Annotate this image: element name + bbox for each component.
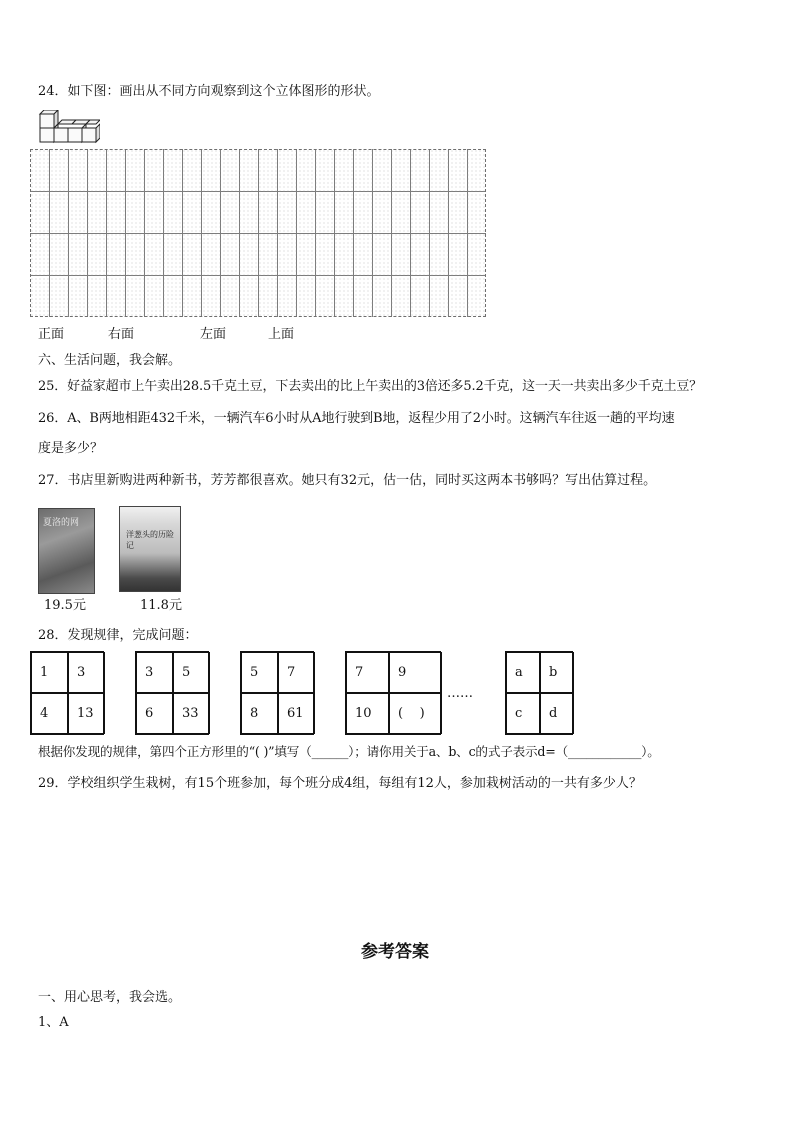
view-label-front: 正面 [38,327,65,342]
pattern-cell: a [506,652,540,693]
pattern-cell: 9 [389,652,442,693]
pattern-cell: 33 [173,693,210,734]
pattern-cell: b [540,652,574,693]
pattern-cell: 10 [346,693,389,734]
answers-section-1: 一、用心思考，我会选。 [38,990,182,1005]
pattern-cell: 8 [241,693,278,734]
question-25: 25．好益家超市上午卖出28.5千克土豆，下去卖出的比上午卖出的3倍还多5.2千克，这一天一共卖出多少千克土豆？ [38,379,703,394]
section-6-heading: 六、生活问题，我会解。 [38,353,182,368]
pattern-cell: 61 [278,693,315,734]
cube-figure-icon [38,110,100,146]
book-price-2: 11.8元 [140,598,182,613]
answer-1: 1、A [38,1015,69,1030]
pattern-cell: 3 [68,652,105,693]
question-26-line2: 度是多少？ [38,441,104,456]
pattern-cell: 1 [31,652,68,693]
pattern-cell: 3 [136,652,173,693]
question-28-followup: 根据你发现的规律，第四个正方形里的“( )”填写（______）；请你用关于a、b、c的式子表示d=（____________）。 [38,744,660,759]
drawing-grid-dots [30,149,486,317]
pattern-cell: 7 [346,652,389,693]
question-27: 27．书店里新购进两种新书，芳芳都很喜欢。她只有32元，估一估，同时买这两本书够吗？写出估算过程。 [38,473,657,488]
pattern-cell: d [540,693,574,734]
pattern-cell: 7 [278,652,315,693]
pattern-cell: 5 [173,652,210,693]
pattern-box-5 [505,651,573,735]
question-28: 28．发现规律，完成问题： [38,628,198,643]
pattern-cell: 13 [68,693,105,734]
book-cover-title: 洋葱头的历险记 [126,530,174,550]
view-label-top: 上面 [268,327,295,342]
answers-title: 参考答案 [361,942,429,962]
question-24: 24．如下图：画出从不同方向观察到这个立体图形的形状。 [38,84,380,99]
pattern-ellipsis: …… [447,686,473,701]
view-label-right: 右面 [108,327,135,342]
pattern-cell: ( ) [389,693,442,734]
question-29: 29．学校组织学生栽树，有15个班参加，每个班分成4组，每组有12人，参加栽树活动的一共有多少人？ [38,776,642,791]
pattern-box-3 [240,651,314,735]
question-26-line1: 26．A、B两地相距432千米，一辆汽车6小时从A地行驶到B地，返程少用了2小时。这辆汽车往返一趟的平均速 [38,411,675,426]
pattern-cell: 5 [241,652,278,693]
pattern-cell: 6 [136,693,173,734]
book-cover-title: 夏洛的网 [43,518,80,528]
book-cover-charlottes-web [38,508,95,594]
view-label-left: 左面 [200,327,227,342]
pattern-box-2 [135,651,209,735]
book-price-1: 19.5元 [44,598,86,613]
book-cover-onion-adventures [119,506,181,592]
pattern-cell: 4 [31,693,68,734]
pattern-box-1 [30,651,104,735]
pattern-box-4 [345,651,441,735]
pattern-cell: c [506,693,540,734]
